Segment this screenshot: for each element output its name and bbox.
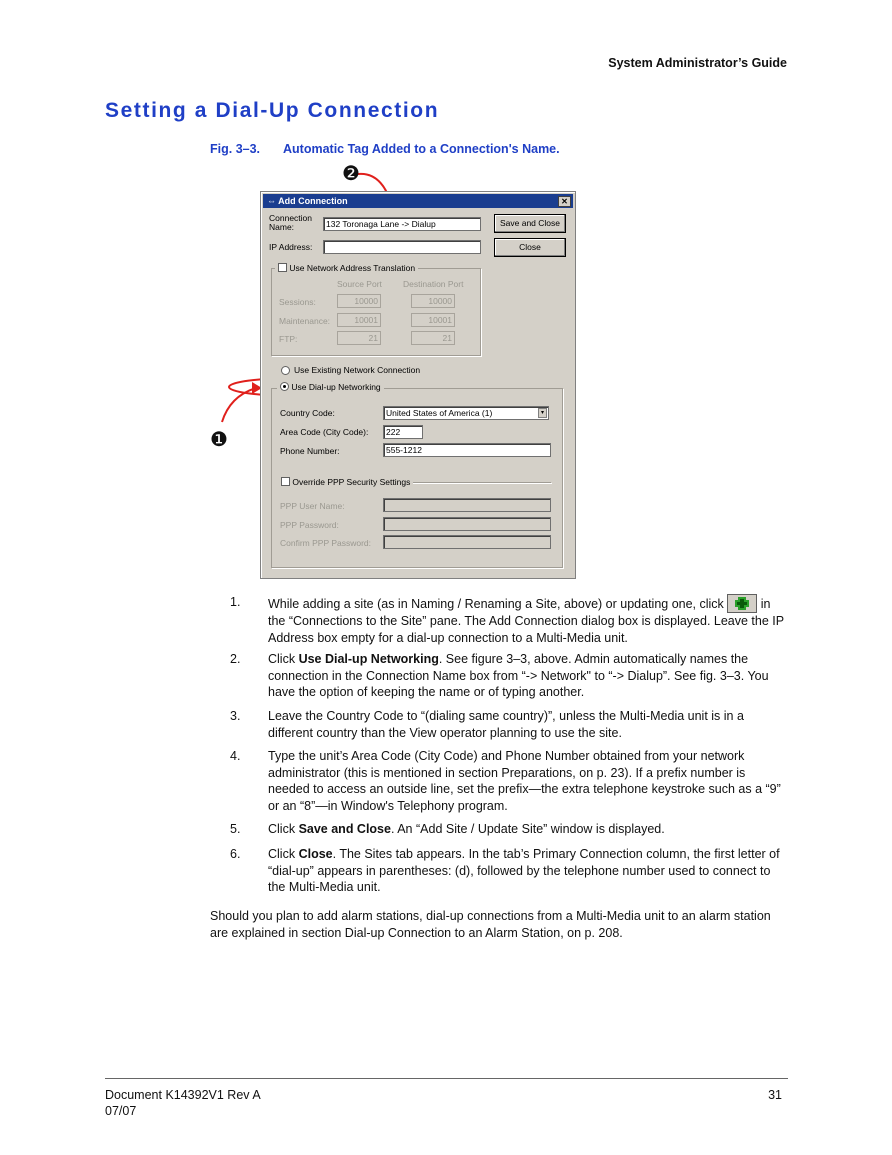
- phone-number-label: Phone Number:: [280, 446, 340, 456]
- step-text: While adding a site (as in Naming / Renaming a Site, above) or updating one, click in the “Connections to the Site” pane. The Add Connection dialog box is displayed. Leave the IP Address box empty for a dial-up connection to a Multi-Media unit.: [268, 594, 788, 646]
- override-ppp-checkbox[interactable]: [281, 477, 290, 486]
- footer-document: Document K14392V1 Rev A: [105, 1088, 261, 1102]
- maintenance-dest-field: 10001: [411, 313, 455, 327]
- area-code-label: Area Code (City Code):: [280, 427, 369, 437]
- footer-rule: [105, 1078, 788, 1079]
- step-number: 5.: [230, 822, 241, 836]
- step-number: 3.: [230, 709, 241, 723]
- sessions-source-field: 10000: [337, 294, 381, 308]
- ppp-password-field: [383, 517, 551, 531]
- add-connection-dialog: [260, 191, 576, 579]
- dialog-titlebar: [263, 194, 573, 208]
- country-code-select[interactable]: [383, 406, 549, 420]
- ftp-source-field: 21: [337, 331, 381, 345]
- figure-caption-text: Automatic Tag Added to a Connection's Name.: [283, 142, 560, 156]
- close-icon[interactable]: ✕: [558, 196, 571, 207]
- step-number: 1.: [230, 595, 241, 609]
- connection-icon: ⇔: [267, 196, 279, 206]
- dialog-title: Add Connection: [278, 196, 348, 206]
- nat-checkbox[interactable]: [278, 263, 287, 272]
- figure-caption: [210, 142, 560, 156]
- override-ppp-label: Override PPP Security Settings: [292, 477, 411, 487]
- maintenance-label: Maintenance:: [279, 316, 331, 326]
- connection-name-field[interactable]: 132 Toronaga Lane -> Dialup: [323, 217, 481, 231]
- page-number: 31: [768, 1088, 782, 1102]
- destination-port-header: Destination Port: [403, 279, 464, 289]
- override-ppp-row[interactable]: [281, 477, 413, 487]
- step-number: 2.: [230, 652, 241, 666]
- maintenance-source-field: 10001: [337, 313, 381, 327]
- country-code-label: Country Code:: [280, 408, 335, 418]
- step-number: 4.: [230, 749, 241, 763]
- dialup-radio-row[interactable]: [277, 382, 384, 392]
- connection-name-label: Connection Name:: [269, 213, 313, 232]
- list-item: [210, 846, 788, 896]
- nat-checkbox-row[interactable]: [275, 263, 418, 273]
- save-and-close-button[interactable]: Save and Close: [494, 214, 566, 233]
- sessions-dest-field: 10000: [411, 294, 455, 308]
- phone-number-field[interactable]: 555-1212: [383, 443, 551, 457]
- ftp-dest-field: 21: [411, 331, 455, 345]
- close-button[interactable]: Close: [494, 238, 566, 257]
- list-item: [210, 651, 788, 701]
- source-port-header: Source Port: [337, 279, 382, 289]
- existing-network-radio[interactable]: [281, 366, 290, 375]
- ip-address-label: IP Address:: [269, 242, 313, 252]
- add-connection-button-icon: [727, 594, 757, 613]
- ppp-user-label: PPP User Name:: [280, 501, 345, 511]
- list-item: [210, 594, 788, 644]
- callout-1-icon: ❶: [210, 429, 228, 451]
- dialup-radio[interactable]: [280, 382, 289, 391]
- existing-network-label: Use Existing Network Connection: [294, 365, 421, 375]
- sessions-label: Sessions:: [279, 297, 316, 307]
- footer-date: 07/07: [105, 1104, 137, 1118]
- step-text: Type the unit’s Area Code (City Code) and Phone Number obtained from your network administrator (this is mentioned in section Preparations, on p. 23). If a prefix number is needed to access an outside line, set the prefix—the extra telephone keystroke such as a “9” or an “8”—in Window's Telephony program.: [268, 749, 781, 813]
- running-header: System Administrator’s Guide: [608, 56, 787, 70]
- ppp-password-label: PPP Password:: [280, 520, 339, 530]
- figure-number: Fig. 3–3.: [210, 142, 261, 156]
- closing-paragraph: Should you plan to add alarm stations, dial-up connections from a Multi-Media unit to an alarm station are explained in section Dial-up Connection to an Alarm Station, on p. 208.: [210, 909, 771, 940]
- chevron-down-icon[interactable]: ▾: [538, 408, 547, 418]
- step-number: 6.: [230, 847, 241, 861]
- step-text: Leave the Country Code to “(dialing same country)”, unless the Multi-Media unit is in a different country than the View operator planning to use the site.: [268, 709, 744, 740]
- step-text: Click Use Dial-up Networking. See figure 3–3, above. Admin automatically names the connection in the Connection Name box from “-> Network" to “-> Dialup”. See fig. 3–3. You have the option of keeping the name or of typing another.: [268, 652, 769, 699]
- callout-2-icon: ❷: [342, 163, 360, 185]
- area-code-field[interactable]: 222: [383, 425, 423, 439]
- ppp-confirm-label: Confirm PPP Password:: [280, 538, 372, 548]
- step-text: Click Close. The Sites tab appears. In the tab’s Primary Connection column, the first letter of “dial-up” appears in parentheses: (d), followed by the telephone number used to connect to the Multi-Media unit.: [268, 847, 780, 894]
- list-item: [210, 821, 788, 839]
- list-item: [210, 708, 788, 742]
- ppp-user-field: [383, 498, 551, 512]
- list-item: [210, 748, 788, 814]
- nat-checkbox-label: Use Network Address Translation: [289, 263, 416, 273]
- section-title: Setting a Dial-Up Connection: [105, 99, 440, 122]
- dialup-label: Use Dial-up Networking: [291, 382, 381, 392]
- ip-address-field[interactable]: [323, 240, 481, 254]
- ftp-label: FTP:: [279, 334, 298, 344]
- step-text: Click Save and Close. An “Add Site / Update Site” window is displayed.: [268, 822, 665, 836]
- ppp-confirm-field: [383, 535, 551, 549]
- country-code-value: United States of America (1): [386, 408, 493, 418]
